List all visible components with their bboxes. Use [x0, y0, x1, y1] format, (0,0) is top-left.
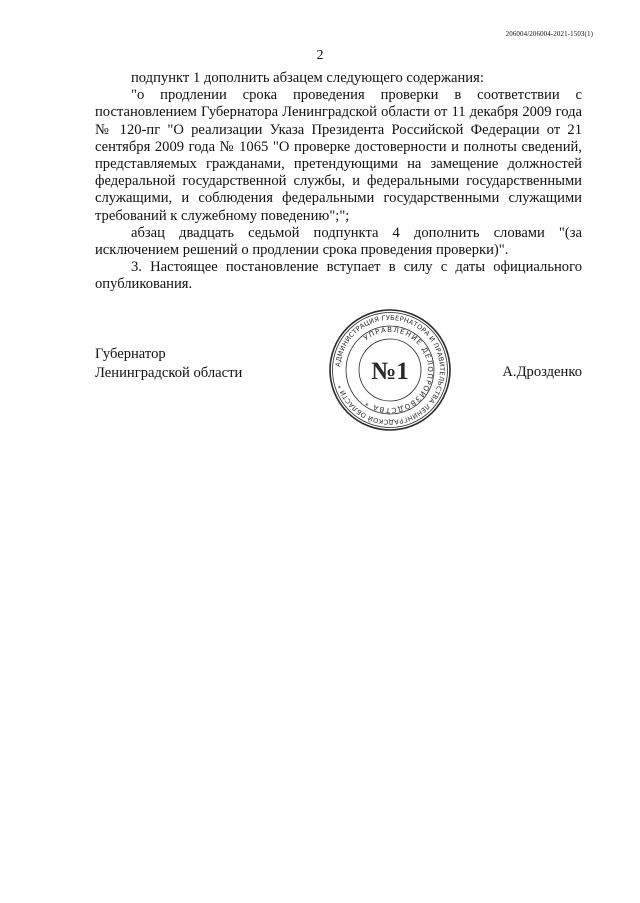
paragraph-1: подпункт 1 дополнить абзацем следующего содержания:: [131, 70, 484, 86]
official-seal: [328, 308, 452, 432]
page-number: 2: [316, 48, 324, 63]
seal-inner-text: УПРАВЛЕНИЕ ДЕЛОПРОИЗВОДСТВА *: [362, 325, 435, 415]
signatory-title: [95, 345, 242, 383]
paragraph-3: абзац двадцать седьмой подпункта 4 дополнить словами "(за исключением решений о продлении срока проведения проверки)".: [95, 224, 582, 259]
signatory-title-line-2: Ленинградской области: [95, 365, 243, 381]
seal-center-number: №1: [371, 358, 409, 385]
paragraph-4: 3. Настоящее постановление вступает в силу с даты официального опубликования.: [95, 259, 582, 293]
signatory-title-line-1: Губернатор: [95, 346, 166, 362]
signatory-name: А.Дрозденко: [502, 364, 582, 380]
paragraph-2: "о продлении срока проведения проверки в соответствии с постановлением Губернатора Ленинградской области от 11 декабря 2009 года № 120-пг "О реализации Указа Президента Российской Федерации от 21 сентября 2009 года № 1065 "О проверке достоверности и полноты сведений, представляемых гражданами, претендующими на замещение должностей федеральной государственной службы, и федеральными государственными служащими, и соблюдения федеральными государственными служащими требований к служебному поведению";";: [95, 87, 582, 224]
seal-outer-text: АДМИНИСТРАЦИЯ ГУБЕРНАТОРА И ПРАВИТЕЛЬСТВА ЛЕНИНГРАДСКОЙ ОБЛАСТИ *: [334, 313, 447, 427]
document-id: 206004/206004-2021-1503(1): [505, 30, 593, 38]
document-body: [95, 70, 582, 294]
